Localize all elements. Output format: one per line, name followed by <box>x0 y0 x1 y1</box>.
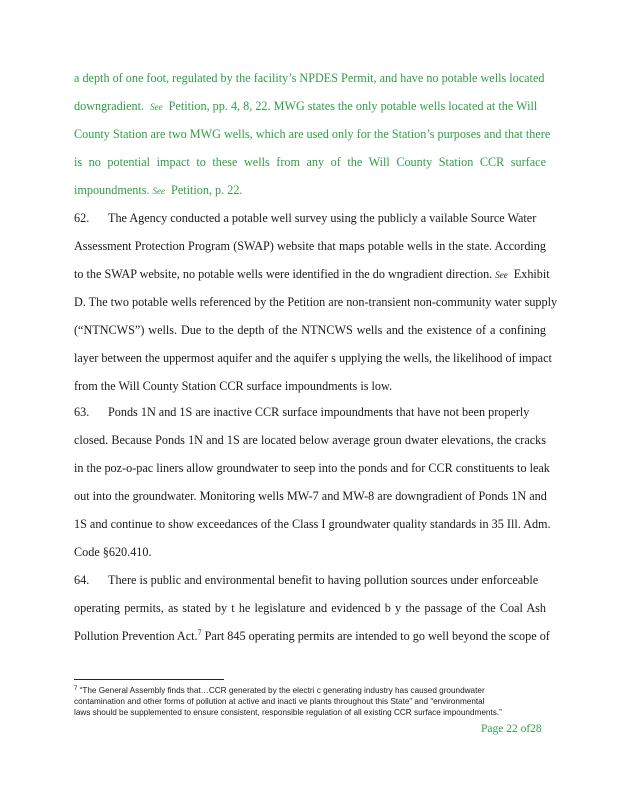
text-segment: to the SWAP website, no potable wells were identified in the do wngradient direction. <box>74 267 493 281</box>
see-signal: See <box>495 270 508 280</box>
green-text-line <box>74 99 537 114</box>
see-signal: See <box>150 102 163 112</box>
text-line <box>74 629 550 643</box>
text-line: in the poz-o-pac liners allow groundwater to seep into the ponds and for CCR constituents to leak <box>74 461 550 475</box>
text-segment: Part 845 operating permits are intended to go well beyond the scope of <box>204 629 550 643</box>
page-number: Page 22 of28 <box>481 723 542 735</box>
text-line: from the Will County Station CCR surface impoundments is low. <box>74 379 393 393</box>
paragraph-number: 64. <box>74 573 90 587</box>
green-text-line: County Station are two MWG wells, which are used only for the Station’s purposes and that there <box>74 127 551 141</box>
text-line: closed. Because Ponds 1N and 1S are located below average groun dwater elevations, the cracks <box>74 433 546 447</box>
footnote-text: “The General Assembly finds that…CCR generated by the electri c generating industry has caused groundwater <box>79 686 485 695</box>
paragraph-text: Ponds 1N and 1S are inactive CCR surface impoundments that have not been properly <box>108 405 530 419</box>
paragraph-text: There is public and environmental benefit to having pollution sources under enforceable <box>108 573 539 587</box>
text-line: Code §620.410. <box>74 545 152 559</box>
footnote-line: contamination and other forms of pollution at active and inacti ve plants throughout this State” and “environmental <box>74 697 485 706</box>
footnote-reference[interactable]: 7 <box>197 628 202 637</box>
text-line: operating permits, as stated by t he legislature and evidenced b y the passage of the Coal Ash <box>74 601 546 615</box>
text-line: (“NTNCWS”) wells. Due to the depth of the NTNCWS wells and the existence of a confining <box>74 323 546 337</box>
paragraph-number: 63. <box>74 405 90 419</box>
paragraph-text: The Agency conducted a potable well survey using the publicly a vailable Source Water <box>108 211 537 225</box>
paragraph-64-first-line <box>74 573 538 587</box>
green-text-line: is no potential impact to these wells from any of the Will County Station CCR surface <box>74 155 546 169</box>
text-line: 1S and continue to show exceedances of the Class I groundwater quality standards in 35 Ill. Adm. <box>74 517 551 531</box>
green-text-line <box>74 183 242 198</box>
footnote-line: laws should be supplemented to ensure consistent, responsible regulation of all existing CCR surface impoundments.” <box>74 708 502 717</box>
footnote-marker: 7 <box>74 686 78 692</box>
paragraph-62-first-line <box>74 211 536 225</box>
text-line <box>74 267 550 282</box>
paragraph-63-first-line <box>74 405 529 419</box>
green-line-rest: Petition, p. 22. <box>171 183 243 197</box>
green-line-lead: downgradient. <box>74 99 145 113</box>
green-text-line: a depth of one foot, regulated by the facility’s NPDES Permit, and have no potable wells located <box>74 71 545 85</box>
act-name: Pollution Prevention Act. <box>74 629 198 643</box>
see-signal: See <box>152 186 166 196</box>
text-line: Assessment Protection Program (SWAP) website that maps potable wells in the state. According <box>74 239 546 253</box>
paragraph-number: 62. <box>74 211 90 225</box>
green-line-lead: impoundments. <box>74 183 150 197</box>
green-line-rest: Petition, pp. 4, 8, 22. MWG states the only potable wells located at the Will <box>168 99 538 113</box>
exhibit-word: Exhibit <box>513 267 550 281</box>
footnote-divider <box>74 679 224 680</box>
text-line: D. The two potable wells referenced by the Petition are non-transient non-community water supply <box>74 295 558 309</box>
text-line: out into the groundwater. Monitoring wells MW-7 and MW-8 are downgradient of Ponds 1N and <box>74 489 547 503</box>
text-line: layer between the uppermost aquifer and the aquifer s upplying the wells, the likelihood of impact <box>74 351 552 365</box>
footnote-line <box>74 686 485 696</box>
